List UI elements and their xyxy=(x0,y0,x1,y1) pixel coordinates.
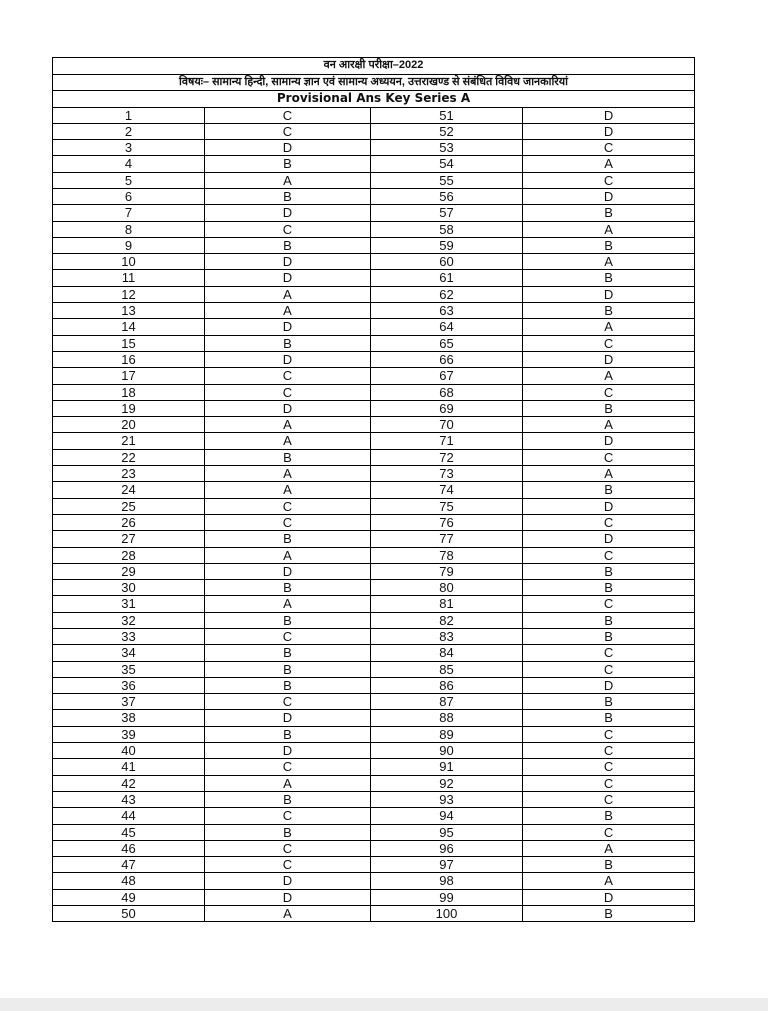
answer-option-cell: C xyxy=(523,661,695,677)
table-row xyxy=(53,188,695,204)
answer-option-cell: B xyxy=(523,205,695,221)
answer-option-cell: D xyxy=(523,351,695,367)
answer-option-cell: A xyxy=(205,433,371,449)
question-number-cell: 62 xyxy=(371,286,523,302)
subject-row xyxy=(53,74,695,91)
answer-option-cell: D xyxy=(205,140,371,156)
table-row xyxy=(53,205,695,221)
table-row xyxy=(53,221,695,237)
answer-option-cell: A xyxy=(523,156,695,172)
table-row xyxy=(53,384,695,400)
question-number-cell: 13 xyxy=(53,303,205,319)
question-number-cell: 96 xyxy=(371,840,523,856)
answer-option-cell: C xyxy=(523,384,695,400)
answer-option-cell: A xyxy=(523,319,695,335)
table-row xyxy=(53,629,695,645)
question-number-cell: 45 xyxy=(53,824,205,840)
question-number-cell: 48 xyxy=(53,873,205,889)
answer-option-cell: C xyxy=(205,514,371,530)
question-number-cell: 35 xyxy=(53,661,205,677)
answer-option-cell: B xyxy=(205,661,371,677)
question-number-cell: 71 xyxy=(371,433,523,449)
question-number-cell: 54 xyxy=(371,156,523,172)
question-number-cell: 3 xyxy=(53,140,205,156)
question-number-cell: 7 xyxy=(53,205,205,221)
table-row xyxy=(53,156,695,172)
question-number-cell: 21 xyxy=(53,433,205,449)
answer-option-cell: A xyxy=(205,172,371,188)
answer-option-cell: D xyxy=(205,254,371,270)
table-row xyxy=(53,726,695,742)
table-row xyxy=(53,873,695,889)
question-number-cell: 90 xyxy=(371,743,523,759)
answer-option-cell: A xyxy=(523,368,695,384)
question-number-cell: 1 xyxy=(53,107,205,123)
question-number-cell: 69 xyxy=(371,400,523,416)
answer-option-cell: B xyxy=(523,710,695,726)
table-row xyxy=(53,482,695,498)
answer-option-cell: B xyxy=(523,629,695,645)
question-number-cell: 34 xyxy=(53,645,205,661)
question-number-cell: 10 xyxy=(53,254,205,270)
question-number-cell: 42 xyxy=(53,775,205,791)
answer-option-cell: D xyxy=(523,498,695,514)
exam-title-row xyxy=(53,58,695,75)
question-number-cell: 26 xyxy=(53,514,205,530)
question-number-cell: 63 xyxy=(371,303,523,319)
answer-option-cell: C xyxy=(523,140,695,156)
table-row xyxy=(53,808,695,824)
table-row xyxy=(53,580,695,596)
question-number-cell: 16 xyxy=(53,351,205,367)
table-row xyxy=(53,270,695,286)
answer-option-cell: C xyxy=(523,449,695,465)
question-number-cell: 84 xyxy=(371,645,523,661)
answer-option-cell: C xyxy=(205,808,371,824)
answer-key-sheet xyxy=(52,57,694,922)
question-number-cell: 59 xyxy=(371,237,523,253)
answer-option-cell: D xyxy=(523,286,695,302)
answer-option-cell: C xyxy=(523,335,695,351)
question-number-cell: 85 xyxy=(371,661,523,677)
question-number-cell: 77 xyxy=(371,531,523,547)
question-number-cell: 17 xyxy=(53,368,205,384)
table-row xyxy=(53,319,695,335)
answer-option-cell: B xyxy=(205,677,371,693)
question-number-cell: 94 xyxy=(371,808,523,824)
answer-option-cell: D xyxy=(205,889,371,905)
table-row xyxy=(53,466,695,482)
answer-option-cell: C xyxy=(523,743,695,759)
table-row xyxy=(53,351,695,367)
question-number-cell: 68 xyxy=(371,384,523,400)
question-number-cell: 100 xyxy=(371,906,523,922)
answer-option-cell: B xyxy=(523,563,695,579)
question-number-cell: 56 xyxy=(371,188,523,204)
answer-option-cell: A xyxy=(205,596,371,612)
answer-option-cell: C xyxy=(523,726,695,742)
table-row xyxy=(53,661,695,677)
question-number-cell: 97 xyxy=(371,857,523,873)
answer-option-cell: B xyxy=(205,156,371,172)
answer-option-cell: B xyxy=(205,237,371,253)
answer-option-cell: D xyxy=(205,710,371,726)
answer-option-cell: A xyxy=(205,547,371,563)
question-number-cell: 44 xyxy=(53,808,205,824)
answer-option-cell: C xyxy=(523,596,695,612)
answer-option-cell: D xyxy=(523,433,695,449)
answer-option-cell: B xyxy=(205,645,371,661)
answer-option-cell: D xyxy=(205,743,371,759)
answer-option-cell: B xyxy=(205,449,371,465)
answer-option-cell: D xyxy=(205,319,371,335)
table-row xyxy=(53,433,695,449)
question-number-cell: 67 xyxy=(371,368,523,384)
table-row xyxy=(53,172,695,188)
question-number-cell: 92 xyxy=(371,775,523,791)
question-number-cell: 29 xyxy=(53,563,205,579)
answer-option-cell: A xyxy=(523,254,695,270)
answer-option-cell: C xyxy=(205,857,371,873)
answer-option-cell: C xyxy=(523,645,695,661)
question-number-cell: 99 xyxy=(371,889,523,905)
table-row xyxy=(53,237,695,253)
answer-option-cell: B xyxy=(205,531,371,547)
table-row xyxy=(53,335,695,351)
table-row xyxy=(53,563,695,579)
answer-option-cell: C xyxy=(205,694,371,710)
table-row xyxy=(53,140,695,156)
question-number-cell: 49 xyxy=(53,889,205,905)
answer-option-cell: C xyxy=(205,840,371,856)
question-number-cell: 87 xyxy=(371,694,523,710)
table-row xyxy=(53,857,695,873)
table-row xyxy=(53,596,695,612)
answer-option-cell: D xyxy=(205,400,371,416)
question-number-cell: 2 xyxy=(53,123,205,139)
answer-option-cell: A xyxy=(205,303,371,319)
table-row xyxy=(53,677,695,693)
answer-option-cell: A xyxy=(205,417,371,433)
answer-option-cell: C xyxy=(523,824,695,840)
question-number-cell: 65 xyxy=(371,335,523,351)
answer-option-cell: D xyxy=(205,873,371,889)
answer-option-cell: C xyxy=(205,221,371,237)
table-row xyxy=(53,547,695,563)
question-number-cell: 79 xyxy=(371,563,523,579)
question-number-cell: 15 xyxy=(53,335,205,351)
table-row xyxy=(53,286,695,302)
answer-option-cell: A xyxy=(205,286,371,302)
answer-option-cell: B xyxy=(523,270,695,286)
answer-option-cell: A xyxy=(205,466,371,482)
question-number-cell: 50 xyxy=(53,906,205,922)
answer-option-cell: C xyxy=(523,172,695,188)
answer-option-cell: B xyxy=(205,824,371,840)
question-number-cell: 80 xyxy=(371,580,523,596)
question-number-cell: 9 xyxy=(53,237,205,253)
table-row xyxy=(53,107,695,123)
answer-option-cell: B xyxy=(205,188,371,204)
question-number-cell: 46 xyxy=(53,840,205,856)
answer-option-cell: D xyxy=(523,107,695,123)
answer-option-cell: C xyxy=(205,107,371,123)
exam-title: वन आरक्षी परीक्षा–2022 xyxy=(53,58,695,75)
answer-option-cell: D xyxy=(523,889,695,905)
question-number-cell: 53 xyxy=(371,140,523,156)
table-row xyxy=(53,824,695,840)
question-number-cell: 47 xyxy=(53,857,205,873)
table-row xyxy=(53,612,695,628)
answer-option-cell: C xyxy=(523,759,695,775)
question-number-cell: 66 xyxy=(371,351,523,367)
question-number-cell: 37 xyxy=(53,694,205,710)
answer-option-cell: C xyxy=(523,775,695,791)
question-number-cell: 73 xyxy=(371,466,523,482)
table-row xyxy=(53,645,695,661)
answer-option-cell: D xyxy=(205,270,371,286)
question-number-cell: 57 xyxy=(371,205,523,221)
answer-option-cell: D xyxy=(523,188,695,204)
question-number-cell: 81 xyxy=(371,596,523,612)
table-row xyxy=(53,531,695,547)
question-number-cell: 23 xyxy=(53,466,205,482)
subject-line: विषयः– सामान्य हिन्दी, सामान्य ज्ञान एवं सामान्य अध्ययन, उत्तराखण्ड से संबंधित विविध जानकारियां xyxy=(53,74,695,91)
answer-option-cell: C xyxy=(523,514,695,530)
answer-option-cell: C xyxy=(205,368,371,384)
question-number-cell: 14 xyxy=(53,319,205,335)
question-number-cell: 41 xyxy=(53,759,205,775)
question-number-cell: 32 xyxy=(53,612,205,628)
answer-option-cell: A xyxy=(523,417,695,433)
question-number-cell: 88 xyxy=(371,710,523,726)
series-title: Provisional Ans Key Series A xyxy=(53,91,695,108)
answer-option-cell: C xyxy=(205,498,371,514)
table-row xyxy=(53,791,695,807)
question-number-cell: 75 xyxy=(371,498,523,514)
question-number-cell: 4 xyxy=(53,156,205,172)
question-number-cell: 27 xyxy=(53,531,205,547)
question-number-cell: 64 xyxy=(371,319,523,335)
answer-option-cell: B xyxy=(523,808,695,824)
question-number-cell: 20 xyxy=(53,417,205,433)
question-number-cell: 22 xyxy=(53,449,205,465)
answer-option-cell: B xyxy=(205,791,371,807)
question-number-cell: 70 xyxy=(371,417,523,433)
answer-option-cell: B xyxy=(523,400,695,416)
answer-option-cell: C xyxy=(205,123,371,139)
question-number-cell: 31 xyxy=(53,596,205,612)
question-number-cell: 33 xyxy=(53,629,205,645)
question-number-cell: 30 xyxy=(53,580,205,596)
question-number-cell: 60 xyxy=(371,254,523,270)
table-row xyxy=(53,368,695,384)
question-number-cell: 24 xyxy=(53,482,205,498)
series-title-row xyxy=(53,91,695,108)
answer-key-table xyxy=(52,57,695,922)
table-row xyxy=(53,417,695,433)
question-number-cell: 52 xyxy=(371,123,523,139)
answer-option-cell: C xyxy=(205,384,371,400)
question-number-cell: 19 xyxy=(53,400,205,416)
table-row xyxy=(53,694,695,710)
answer-option-cell: B xyxy=(205,580,371,596)
table-row xyxy=(53,889,695,905)
question-number-cell: 91 xyxy=(371,759,523,775)
question-number-cell: 76 xyxy=(371,514,523,530)
table-row xyxy=(53,400,695,416)
answer-option-cell: C xyxy=(523,547,695,563)
question-number-cell: 40 xyxy=(53,743,205,759)
question-number-cell: 36 xyxy=(53,677,205,693)
question-number-cell: 74 xyxy=(371,482,523,498)
answer-option-cell: B xyxy=(523,857,695,873)
answer-option-cell: B xyxy=(523,482,695,498)
question-number-cell: 43 xyxy=(53,791,205,807)
question-number-cell: 82 xyxy=(371,612,523,628)
table-row xyxy=(53,123,695,139)
table-row xyxy=(53,449,695,465)
table-row xyxy=(53,906,695,922)
answer-option-cell: A xyxy=(205,906,371,922)
answer-option-cell: A xyxy=(523,873,695,889)
answer-option-cell: B xyxy=(523,580,695,596)
question-number-cell: 61 xyxy=(371,270,523,286)
answer-option-cell: B xyxy=(523,303,695,319)
question-number-cell: 8 xyxy=(53,221,205,237)
question-number-cell: 55 xyxy=(371,172,523,188)
answer-option-cell: B xyxy=(523,694,695,710)
answer-option-cell: C xyxy=(205,629,371,645)
table-row xyxy=(53,498,695,514)
question-number-cell: 6 xyxy=(53,188,205,204)
question-number-cell: 89 xyxy=(371,726,523,742)
question-number-cell: 38 xyxy=(53,710,205,726)
table-row xyxy=(53,743,695,759)
answer-option-cell: D xyxy=(523,123,695,139)
table-row xyxy=(53,759,695,775)
answer-option-cell: D xyxy=(523,531,695,547)
answer-option-cell: A xyxy=(523,466,695,482)
answer-option-cell: A xyxy=(523,221,695,237)
answer-option-cell: B xyxy=(523,612,695,628)
question-number-cell: 93 xyxy=(371,791,523,807)
question-number-cell: 72 xyxy=(371,449,523,465)
answer-option-cell: B xyxy=(523,237,695,253)
answer-option-cell: D xyxy=(205,351,371,367)
table-row xyxy=(53,254,695,270)
answer-option-cell: B xyxy=(523,906,695,922)
question-number-cell: 58 xyxy=(371,221,523,237)
answer-option-cell: B xyxy=(205,726,371,742)
question-number-cell: 95 xyxy=(371,824,523,840)
question-number-cell: 11 xyxy=(53,270,205,286)
question-number-cell: 86 xyxy=(371,677,523,693)
table-row xyxy=(53,710,695,726)
page-bottom-edge xyxy=(0,998,768,1011)
question-number-cell: 18 xyxy=(53,384,205,400)
answer-key-body xyxy=(53,58,695,922)
question-number-cell: 5 xyxy=(53,172,205,188)
question-number-cell: 78 xyxy=(371,547,523,563)
answer-option-cell: C xyxy=(205,759,371,775)
answer-option-cell: A xyxy=(205,482,371,498)
question-number-cell: 28 xyxy=(53,547,205,563)
question-number-cell: 83 xyxy=(371,629,523,645)
answer-option-cell: D xyxy=(205,563,371,579)
table-row xyxy=(53,840,695,856)
question-number-cell: 98 xyxy=(371,873,523,889)
table-row xyxy=(53,775,695,791)
answer-option-cell: D xyxy=(205,205,371,221)
answer-option-cell: B xyxy=(205,335,371,351)
question-number-cell: 12 xyxy=(53,286,205,302)
answer-option-cell: D xyxy=(523,677,695,693)
table-row xyxy=(53,303,695,319)
answer-option-cell: A xyxy=(523,840,695,856)
question-number-cell: 51 xyxy=(371,107,523,123)
question-number-cell: 25 xyxy=(53,498,205,514)
answer-option-cell: A xyxy=(205,775,371,791)
answer-option-cell: B xyxy=(205,612,371,628)
answer-option-cell: C xyxy=(523,791,695,807)
table-row xyxy=(53,514,695,530)
question-number-cell: 39 xyxy=(53,726,205,742)
